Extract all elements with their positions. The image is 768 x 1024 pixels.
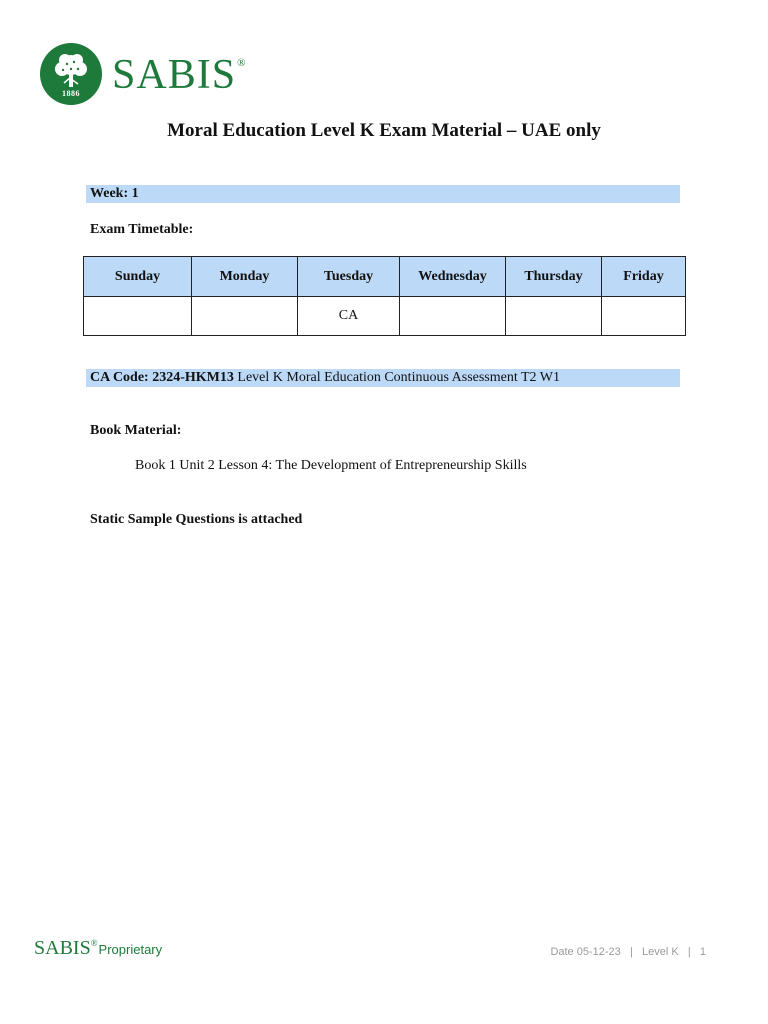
static-questions-note: Static Sample Questions is attached — [90, 512, 303, 527]
document-title: Moral Education Level K Exam Material – UAE only — [167, 120, 601, 141]
seal-year: 1886 — [62, 89, 80, 98]
timetable-header-row — [84, 257, 686, 297]
timetable-label: Exam Timetable: — [90, 222, 194, 237]
timetable-header: Sunday — [84, 257, 192, 297]
book-material-item: Book 1 Unit 2 Lesson 4: The Development of Entrepreneurship Skills — [135, 458, 527, 473]
timetable-cell — [602, 297, 686, 336]
brand-name: SABIS — [112, 52, 237, 98]
timetable-header: Friday — [602, 257, 686, 297]
footer-info — [550, 946, 706, 958]
footer-brand — [34, 938, 162, 958]
footer-separator: | — [629, 946, 633, 958]
footer-separator: | — [687, 946, 691, 958]
timetable-cell — [400, 297, 506, 336]
timetable-header: Thursday — [506, 257, 602, 297]
timetable-cell — [84, 297, 192, 336]
footer-date: Date 05-12-23 — [550, 946, 621, 958]
sabis-logo — [40, 43, 246, 105]
exam-timetable — [83, 256, 686, 336]
footer-brand-name: SABIS — [34, 937, 91, 959]
tree-seal-icon — [40, 43, 102, 105]
footer-level: Level K — [641, 946, 679, 958]
brand-wordmark — [112, 54, 246, 96]
timetable-header: Wednesday — [400, 257, 506, 297]
table-row — [84, 297, 686, 336]
footer-registered-mark: ® — [90, 938, 98, 948]
ca-description: Level K Moral Education Continuous Assessment T2 W1 — [237, 370, 561, 385]
timetable-header: Monday — [192, 257, 298, 297]
week-bar: Week: 1 — [86, 185, 680, 203]
ca-code-label: CA Code: 2324-HKM13 — [90, 370, 234, 385]
ca-code-bar — [86, 369, 680, 387]
timetable-cell — [192, 297, 298, 336]
footer-page-number: 1 — [699, 946, 706, 958]
timetable-header: Tuesday — [298, 257, 400, 297]
footer-proprietary: Proprietary — [98, 942, 163, 957]
registered-mark: ® — [237, 57, 247, 69]
timetable-cell: CA — [298, 297, 400, 336]
book-material-label: Book Material: — [90, 423, 182, 438]
timetable-cell — [506, 297, 602, 336]
